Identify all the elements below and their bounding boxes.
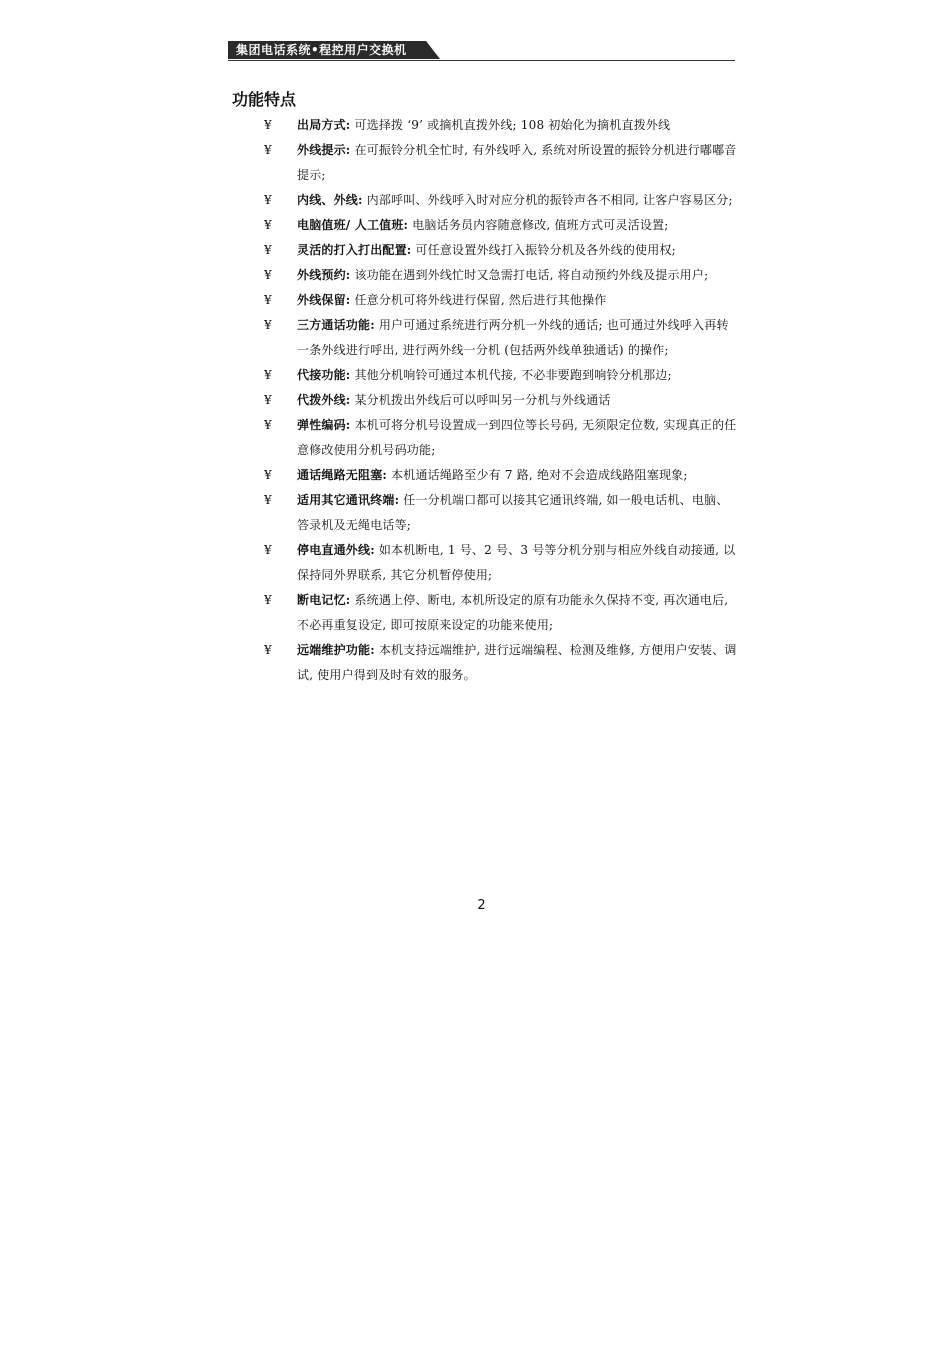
- feature-item: [258, 138, 738, 188]
- feature-item: [258, 213, 738, 238]
- feature-item: [258, 388, 738, 413]
- feature-item: [258, 238, 738, 263]
- feature-description: 内部呼叫、外线呼入时对应分机的振铃声各不相同, 让客户容易区分;: [362, 193, 733, 207]
- feature-item: [258, 263, 738, 288]
- bullet-icon: ¥: [264, 593, 272, 607]
- feature-item: [258, 363, 738, 388]
- bullet-icon: ¥: [264, 268, 272, 282]
- feature-description: 其他分机响铃可通过本机代接, 不必非要跑到响铃分机那边;: [350, 368, 672, 382]
- bullet-icon: ¥: [264, 193, 272, 207]
- bullet-icon: ¥: [264, 393, 272, 407]
- section-title: 功能特点: [232, 90, 297, 109]
- feature-item: [258, 188, 738, 213]
- bullet-icon: ¥: [264, 493, 272, 507]
- feature-term: 电脑值班/ 人工值班:: [297, 218, 409, 232]
- bullet-icon: ¥: [264, 218, 272, 232]
- feature-term: 外线保留:: [297, 293, 351, 307]
- bullet-icon: ¥: [264, 243, 272, 257]
- feature-description: 可任意设置外线打入振铃分机及各外线的使用权;: [411, 243, 676, 257]
- feature-description: 用户可通过系统进行两分机一外线的通话; 也可通过外线呼入再转一条外线进行呼出, 进行两外线一分机 (包括两外线单独通话) 的操作;: [297, 318, 729, 357]
- header-divider: [228, 60, 735, 61]
- feature-item: [258, 113, 738, 138]
- page-number: 2: [477, 898, 486, 913]
- feature-term: 断电记忆:: [297, 593, 351, 607]
- bullet-icon: ¥: [264, 468, 272, 482]
- bullet-icon: ¥: [264, 143, 272, 157]
- bullet-icon: ¥: [264, 293, 272, 307]
- feature-item: [258, 463, 738, 488]
- feature-term: 弹性编码:: [297, 418, 351, 432]
- bullet-icon: ¥: [264, 318, 272, 332]
- feature-term: 通话绳路无阻塞:: [297, 468, 388, 482]
- feature-description: 某分机拨出外线后可以呼叫另一分机与外线通话: [350, 393, 611, 407]
- feature-description: 任一分机端口都可以接其它通讯终端, 如一般电话机、电脑、答录机及无绳电话等;: [297, 493, 729, 532]
- bullet-icon: ¥: [264, 543, 272, 557]
- feature-term: 停电直通外线:: [297, 543, 375, 557]
- bullet-icon: ¥: [264, 643, 272, 657]
- feature-term: 代拨外线:: [297, 393, 351, 407]
- feature-item: [258, 588, 738, 638]
- feature-item: [258, 413, 738, 463]
- feature-list: [258, 113, 738, 688]
- feature-term: 出局方式:: [297, 118, 351, 132]
- feature-description: 系统遇上停、断电, 本机所设定的原有功能永久保持不变, 再次通电后, 不必再重复设定, 即可按原来设定的功能来使用;: [297, 593, 729, 632]
- header-title: 集团电话系统•程控用户交换机: [236, 43, 407, 57]
- feature-item: [258, 538, 738, 588]
- feature-item: [258, 313, 738, 363]
- feature-term: 代接功能:: [297, 368, 351, 382]
- bullet-icon: ¥: [264, 418, 272, 432]
- feature-item: [258, 488, 738, 538]
- feature-description: 如本机断电, 1 号、2 号、3 号等分机分别与相应外线自动接通, 以保持同外界联系, 其它分机暂停使用;: [297, 543, 736, 582]
- feature-term: 外线预约:: [297, 268, 351, 282]
- bullet-icon: ¥: [264, 118, 272, 132]
- feature-term: 三方通话功能:: [297, 318, 375, 332]
- feature-description: 该功能在遇到外线忙时又急需打电话, 将自动预约外线及提示用户;: [350, 268, 709, 282]
- feature-description: 电脑话务员内容随意修改, 值班方式可灵活设置;: [408, 218, 669, 232]
- feature-item: [258, 288, 738, 313]
- bullet-icon: ¥: [264, 368, 272, 382]
- feature-term: 适用其它通讯终端:: [297, 493, 400, 507]
- feature-term: 内线、外线:: [297, 193, 363, 207]
- feature-description: 本机支持远端维护, 进行远端编程、检测及维修, 方便用户安装、调试, 使用户得到及时有效的服务。: [297, 643, 737, 682]
- feature-term: 外线提示:: [297, 143, 351, 157]
- feature-description: 可选择拨 ‘9’ 或摘机直拨外线; 108 初始化为摘机直拨外线: [350, 118, 671, 132]
- feature-term: 灵活的打入打出配置:: [297, 243, 412, 257]
- feature-term: 远端维护功能:: [297, 643, 375, 657]
- feature-description: 本机通话绳路至少有 7 路, 绝对不会造成线路阻塞现象;: [387, 468, 688, 482]
- feature-item: [258, 638, 738, 688]
- feature-description: 本机可将分机号设置成一到四位等长号码, 无须限定位数, 实现真正的任意修改使用分机号码功能;: [297, 418, 737, 457]
- feature-description: 任意分机可将外线进行保留, 然后进行其他操作: [350, 293, 607, 307]
- feature-description: 在可振铃分机全忙时, 有外线呼入, 系统对所设置的振铃分机进行嘟嘟音提示;: [297, 143, 737, 182]
